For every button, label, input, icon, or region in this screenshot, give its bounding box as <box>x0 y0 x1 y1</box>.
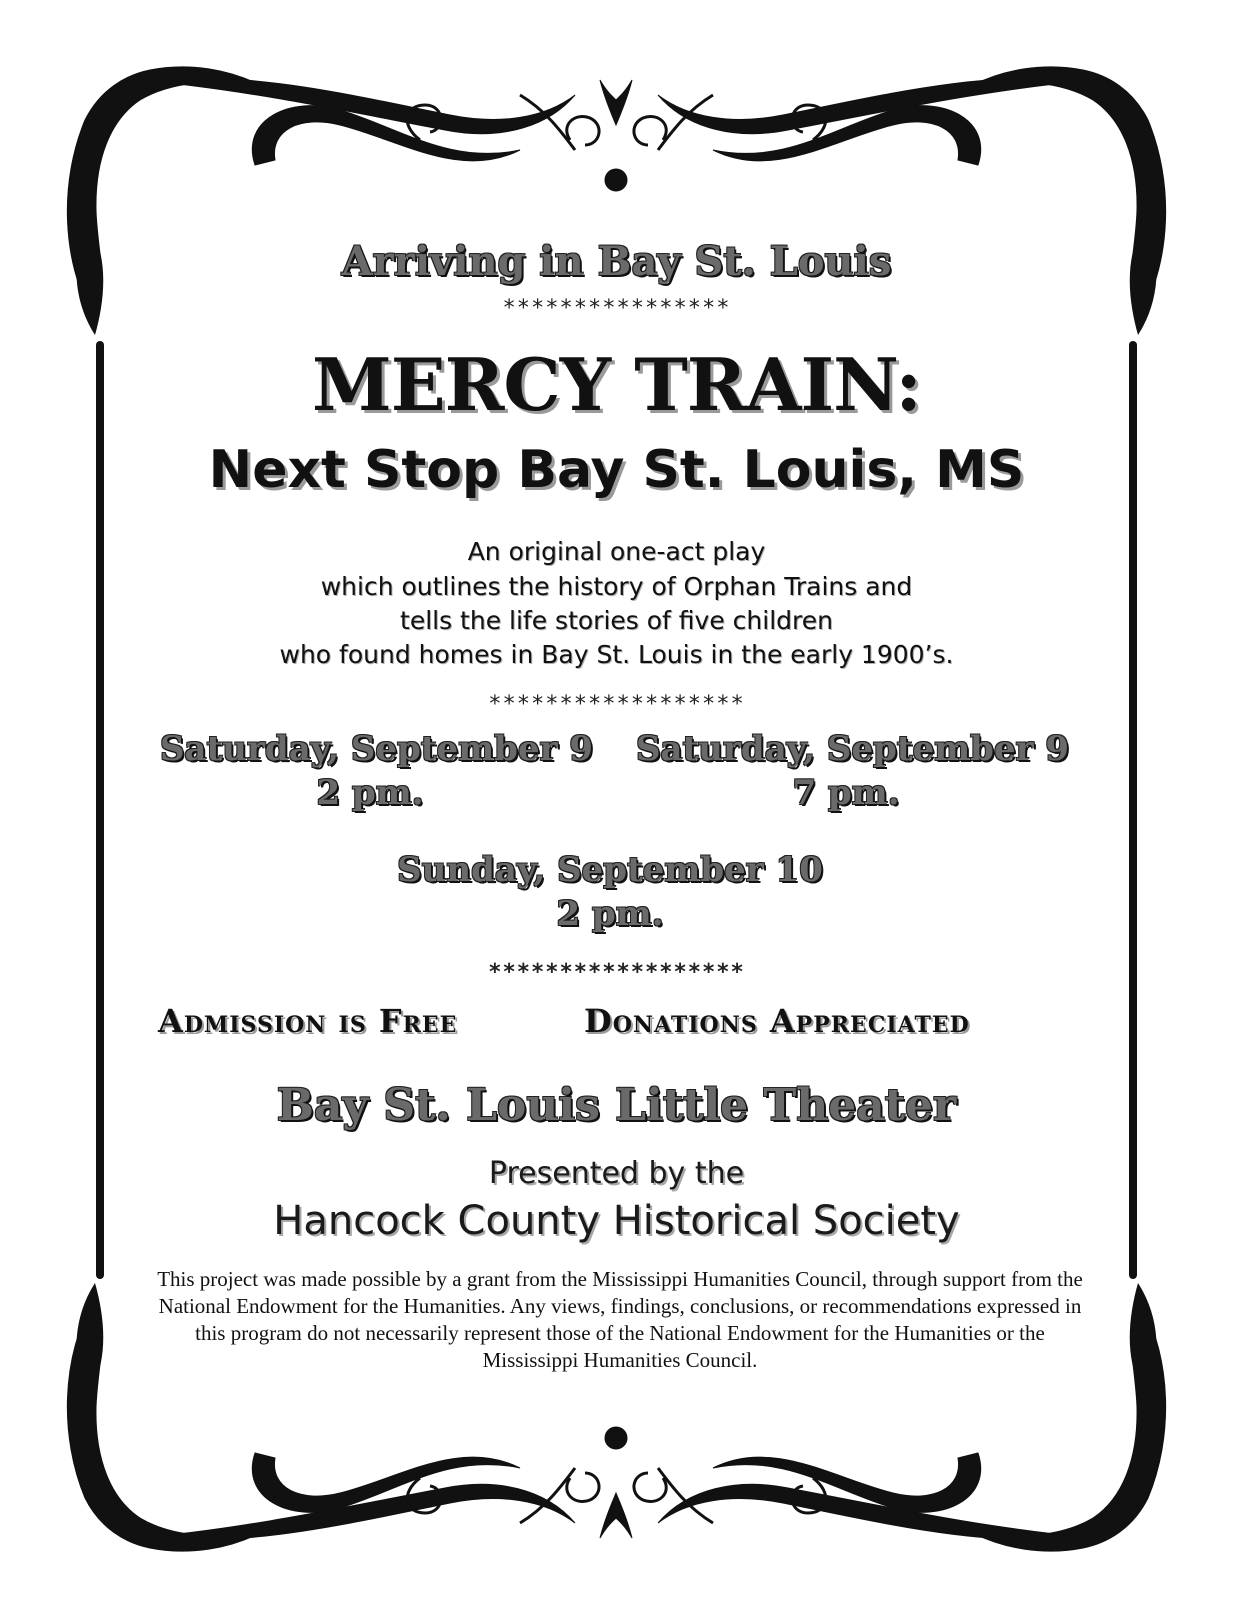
show-time: 7 pm. <box>792 773 900 813</box>
show-time: 2 pm. <box>316 773 424 813</box>
showtime-block <box>380 848 840 936</box>
description-line: An original one-act play <box>467 537 766 566</box>
admission-text: Admission is Free <box>158 1002 458 1040</box>
showtime-block <box>636 727 1069 815</box>
description-line: which outlines the history of Orphan Trains and <box>320 572 913 601</box>
star-divider: ****************** <box>488 692 745 717</box>
presented-by: Presented by the <box>488 1156 745 1191</box>
star-divider: **************** <box>502 296 731 321</box>
showtime-block <box>160 727 593 815</box>
venue-name: Bay St. Louis Little Theater <box>276 1080 957 1131</box>
page-subtitle: Next Stop Bay St. Louis, MS <box>208 440 1025 500</box>
kicker-heading: Arriving in Bay St. Louis <box>341 238 892 285</box>
donations-text: Donations Appreciated <box>584 1002 970 1040</box>
star-divider: ****************** <box>488 960 745 985</box>
description-line: tells the life stories of five children <box>400 606 833 635</box>
description-line: who found homes in Bay St. Louis in the early 1900’s. <box>279 640 954 669</box>
page-title: MERCY TRAIN: <box>312 342 921 427</box>
show-time: 2 pm. <box>556 894 664 934</box>
show-day: Sunday, September 10 <box>397 850 823 890</box>
grant-credit: This project was made possible by a grant from the Mississippi Humanities Council, through support from the National Endowment for the Humanities. Any views, findings, conclusions, or recommendations expressed in this program do not necessarily represent those of the National Endowment for the Humanities or the Mississippi Humanities Council. <box>157 1267 1083 1372</box>
show-day: Saturday, September 9 <box>636 729 1069 769</box>
society-name: Hancock County Historical Society <box>273 1198 960 1244</box>
show-day: Saturday, September 9 <box>160 729 593 769</box>
